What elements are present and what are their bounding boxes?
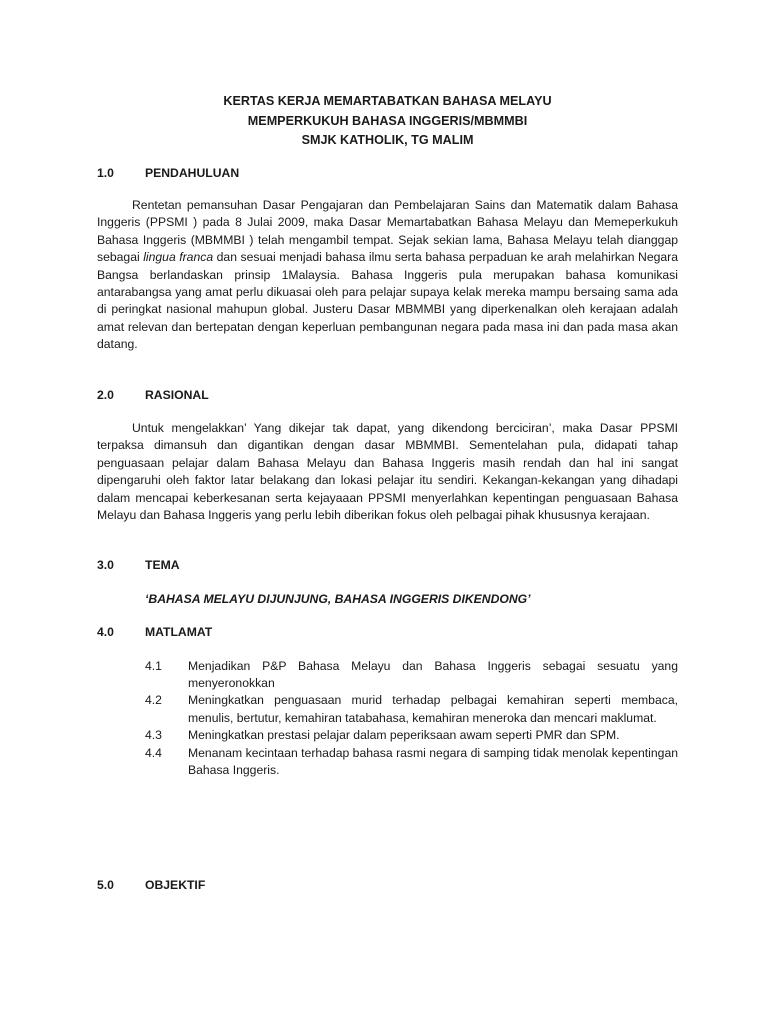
paragraph-text: Untuk mengelakkan’ Yang dikejar tak dapat, yang dikendong berciciran’, maka Dasar PPSMI terpaksa dimansuh dan digantikan dengan dasar MBMMBI. Sementelahan pula, didapati tahap penguasaan pelajar dalam Bahasa Melayu dan Bahasa Inggeris masih rendah dan hal ini sangat dipengaruhi oleh faktor latar belakang dan lokasi pelajar itu sendiri. Kekangan-kekangan yang dihadapi dalam mencapai keberkesanan serta kejayaaan PPSMI menyerlahkan kepentingan penguasaan Bahasa Melayu dan Bahasa Inggeris yang perlu lebih diberikan fokus oleh pelbagai pihak khususnya kerajaan. [97, 420, 678, 522]
list-item [145, 658, 678, 693]
list-item-number: 4.4 [145, 745, 162, 760]
section-heading-pendahuluan [97, 165, 678, 182]
section-heading-objektif [97, 877, 678, 894]
list-item [145, 727, 678, 744]
title-line-3: SMJK KATHOLIK, TG MALIM [301, 133, 474, 147]
list-item-text: Menjadikan P&P Bahasa Melayu dan Bahasa Inggeris sebagai sesuatu yang menyeronokkan [188, 658, 678, 691]
list-item-number: 4.2 [145, 693, 162, 708]
paragraph-rasional [97, 420, 678, 524]
list-item-text: Meningkatkan penguasaan murid terhadap pelbagai kemahiran seperti membaca, menulis, bertutur, kemahiran tatabahasa, kemahiran meneroka dan mencari maklumat. [188, 693, 678, 725]
paragraph-text: Rentetan pemansuhan Dasar Pengajaran dan Pembelajaran Sains dan Matematik dalam Bahasa Inggeris (PPSMI ) pada 8 Julai 2009, maka Dasar Memartabatkan Bahasa Melayu dan Memeperkukuh Bahasa Inggeris (MBMMBI ) telah mengambil tempat. Sejak sekian lama, Bahasa Melayu telah dianggap sebagai [97, 197, 678, 265]
section-number: 1.0 [97, 165, 114, 180]
section-number: 3.0 [97, 558, 114, 573]
list-item-text: Meningkatkan prestasi pelajar dalam peperiksaan awam seperti PMR dan SPM. [188, 728, 620, 743]
title-line-1: KERTAS KERJA MEMARTABATKAN BAHASA MELAYU [223, 94, 552, 108]
paragraph-pendahuluan [97, 197, 678, 354]
section-title: RASIONAL [145, 387, 209, 402]
section-heading-matlamat [97, 624, 678, 641]
list-item [145, 692, 678, 727]
section-heading-rasional [97, 387, 678, 404]
section-title: PENDAHULUAN [145, 165, 240, 180]
section-title: OBJEKTIF [145, 878, 206, 893]
list-item-number: 4.3 [145, 728, 162, 743]
matlamat-list [145, 658, 678, 780]
section-title: TEMA [145, 558, 180, 573]
document-title [97, 92, 678, 151]
section-number: 2.0 [97, 387, 114, 402]
list-item-text: Menanam kecintaan terhadap bahasa rasmi negara di samping tidak menolak kepentingan Bahasa Inggeris. [188, 745, 678, 778]
document-page [97, 92, 678, 895]
tema-slogan: ‘BAHASA MELAYU DIJUNJUNG, BAHASA INGGERIS DIKENDONG’ [145, 591, 531, 606]
list-item-number: 4.1 [145, 658, 162, 673]
section-heading-tema [97, 557, 678, 574]
section-title: MATLAMAT [145, 625, 213, 640]
section-number: 4.0 [97, 625, 114, 640]
italic-term: lingua franca [143, 250, 214, 265]
paragraph-text: dan sesuai menjadi bahasa ilmu serta bahasa perpaduan ke arah melahirkan Negara Bangsa berlandaskan prinsip 1Malaysia. Bahasa Inggeris pula merupakan bahasa komunikasi antarabangsa yang amat perlu dikuasai oleh para pelajar supaya kelak mereka mampu bersaing sama ada di peringkat nasional mahupun global. Justeru Dasar MBMMBI yang diperkenalkan oleh kerajaan adalah amat relevan dan bertepatan dengan keperluan pembangunan negara pada masa ini dan pada masa akan datang. [97, 250, 679, 352]
list-item [145, 745, 678, 780]
section-number: 5.0 [97, 878, 114, 893]
title-line-2: MEMPERKUKUH BAHASA INGGERIS/MBMMBI [247, 113, 528, 128]
